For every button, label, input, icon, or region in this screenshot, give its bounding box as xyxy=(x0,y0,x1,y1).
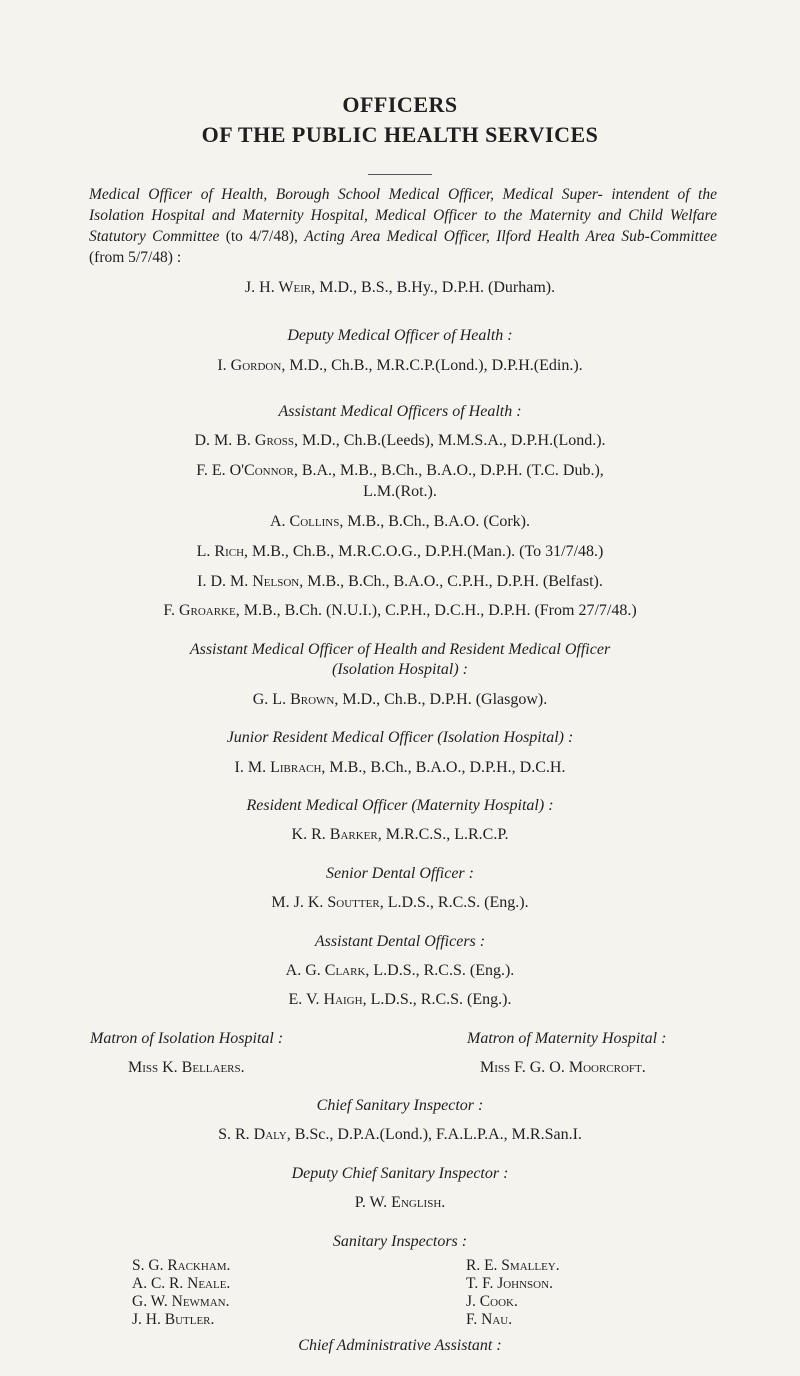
chief-admin-heading: Chief Administrative Assistant : xyxy=(298,1337,502,1354)
person-quals: , M.R.C.S., L.R.C.P. xyxy=(377,826,509,843)
person-quals: , M.B., Ch.B., M.R.C.O.G., D.P.H.(Man.). (To 31/7/48.) xyxy=(244,543,604,560)
page-title-line2: OF THE PUBLIC HEALTH SERVICES xyxy=(201,122,599,147)
moh-date-b: (from 5/7/48) : xyxy=(89,249,182,266)
moh-roles-a: Medical Officer of Health, Borough School Medical Officer, Medical Super- intendent of the Isolation Hospital and Maternity Hospital, Medical Officer to the Maternity and Child Welfare Statutory Committee xyxy=(89,186,717,245)
resident-iso-heading-1: Assistant Medical Officer of Health and Resident Medical Officer xyxy=(189,641,611,658)
person-name: M. J. K. Soutter xyxy=(271,894,380,911)
junior-entry xyxy=(0,758,800,778)
resident-mat-heading: Resident Medical Officer (Maternity Hospital) : xyxy=(246,797,554,814)
sanitary-list-right xyxy=(466,1257,560,1329)
asst-dental-heading: Assistant Dental Officers : xyxy=(314,933,486,950)
deputy-sanitary-heading: Deputy Chief Sanitary Inspector : xyxy=(291,1165,509,1182)
person-name: E. V. Haigh xyxy=(288,991,363,1008)
list-item: G. W. Newman. xyxy=(132,1293,230,1310)
deputy-sanitary-name: P. W. English. xyxy=(354,1194,446,1211)
person-name: I. D. M. Nelson xyxy=(197,573,300,590)
person-quals: , M.B., B.Ch. (N.U.I.), C.P.H., D.C.H., D.P.H. (From 27/7/48.) xyxy=(235,602,637,619)
assistant-entry-5 xyxy=(0,572,800,592)
moh-roles xyxy=(89,184,717,268)
deputy-heading: Deputy Medical Officer of Health : xyxy=(287,327,513,344)
title-divider xyxy=(368,174,432,175)
resident-iso-heading-2: (Isolation Hospital) : xyxy=(332,661,468,678)
assistant-entry-6 xyxy=(0,601,800,621)
list-item: J. H. Butler. xyxy=(132,1311,215,1328)
list-item: R. E. Smalley. xyxy=(466,1257,560,1274)
list-item: S. G. Rackham. xyxy=(132,1257,231,1274)
list-item: J. Cook. xyxy=(466,1293,518,1310)
matron-iso-heading: Matron of Isolation Hospital : xyxy=(90,1030,284,1047)
matron-iso-name: Miss K. Bellaers. xyxy=(128,1059,245,1076)
asst-dental-entry-2 xyxy=(0,990,800,1010)
person-quals: , M.D., Ch.B.(Leeds), M.M.S.A., D.P.H.(Lond.). xyxy=(293,432,606,449)
list-item: T. F. Johnson. xyxy=(466,1275,553,1292)
person-quals: , M.D., Ch.B., M.R.C.P.(Lond.), D.P.H.(Edin.). xyxy=(281,357,583,374)
person-quals: , L.D.S., R.C.S. (Eng.). xyxy=(379,894,529,911)
person-name: L. Rich xyxy=(196,543,245,560)
junior-heading: Junior Resident Medical Officer (Isolation Hospital) : xyxy=(226,729,574,746)
assistants-heading: Assistant Medical Officers of Health : xyxy=(278,403,522,420)
list-item: F. Nau. xyxy=(466,1311,513,1328)
person-name: J. H. Weir xyxy=(244,279,312,296)
deputy-entry xyxy=(0,356,800,376)
person-name: S. R. Daly xyxy=(218,1126,287,1143)
assistant-entry-4 xyxy=(0,542,800,562)
assistant-entry-1 xyxy=(0,431,800,451)
person-name: K. R. Barker xyxy=(291,826,378,843)
person-name: F. Groarke xyxy=(163,602,236,619)
page-title-line1: OFFICERS xyxy=(342,92,458,117)
assistant-entry-2 xyxy=(0,461,800,481)
senior-dental-heading: Senior Dental Officer : xyxy=(326,865,474,882)
assistant-entry-2-cont: L.M.(Rot.). xyxy=(363,483,437,500)
person-name: A. Collins xyxy=(269,513,340,530)
person-quals: , M.B., B.Ch., B.A.O., C.P.H., D.P.H. (Belfast). xyxy=(299,573,603,590)
senior-dental-entry xyxy=(0,893,800,913)
assistant-entry-3 xyxy=(0,512,800,532)
person-name: A. G. Clark xyxy=(285,962,366,979)
person-name: I. M. Librach xyxy=(234,759,322,776)
person-quals: , B.Sc., D.P.A.(Lond.), F.A.L.P.A., M.R.San.I. xyxy=(286,1126,582,1143)
asst-dental-entry-1 xyxy=(0,961,800,981)
person-name: I. Gordon xyxy=(217,357,282,374)
chief-sanitary-heading: Chief Sanitary Inspector : xyxy=(316,1097,484,1114)
matron-mat-heading: Matron of Maternity Hospital : xyxy=(467,1030,667,1047)
list-item: A. C. R. Neale. xyxy=(132,1275,231,1292)
sanitary-list-left xyxy=(132,1257,230,1329)
person-quals: , L.D.S., R.C.S. (Eng.). xyxy=(365,962,515,979)
chief-sanitary-entry xyxy=(0,1125,800,1145)
person-quals: , M.B., B.Ch., B.A.O., D.P.H., D.C.H. xyxy=(321,759,566,776)
matron-mat-name: Miss F. G. O. Moorcroft. xyxy=(480,1059,646,1076)
resident-iso-entry xyxy=(0,690,800,710)
person-quals: , M.D., Ch.B., D.P.H. (Glasgow). xyxy=(334,691,548,708)
person-quals: , L.D.S., R.C.S. (Eng.). xyxy=(362,991,512,1008)
person-quals: , M.D., B.S., B.Hy., D.P.H. (Durham). xyxy=(311,279,556,296)
moh-roles-b: Acting Area Medical Officer, Ilford Health Area Sub-Committee xyxy=(304,228,717,245)
moh-entry xyxy=(0,278,800,298)
resident-mat-entry xyxy=(0,825,800,845)
person-name: D. M. B. Gross xyxy=(194,432,294,449)
person-name: G. L. Brown xyxy=(252,691,335,708)
person-quals: , B.A., M.B., B.Ch., B.A.O., D.P.H. (T.C. Dub.), xyxy=(293,462,604,479)
sanitary-heading: Sanitary Inspectors : xyxy=(332,1233,468,1250)
person-quals: , M.B., B.Ch., B.A.O. (Cork). xyxy=(339,513,531,530)
moh-date-a: (to 4/7/48), xyxy=(219,228,305,245)
person-name: F. E. O'Connor xyxy=(196,462,294,479)
